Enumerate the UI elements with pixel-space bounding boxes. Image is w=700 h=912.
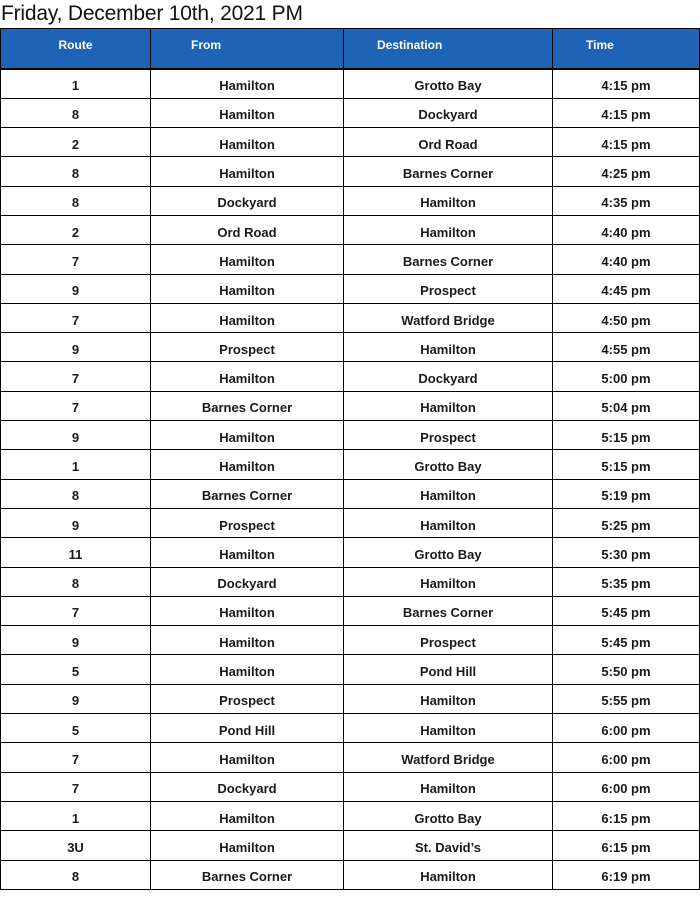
cell-route: 7 xyxy=(1,391,151,420)
cell-time: 6:00 pm xyxy=(553,714,700,743)
cell-destination: Dockyard xyxy=(344,98,553,127)
cell-from: Ord Road xyxy=(151,215,344,244)
table-row xyxy=(1,245,700,274)
cell-time: 6:15 pm xyxy=(553,831,700,860)
cell-route: 3U xyxy=(1,831,151,860)
table-header xyxy=(1,29,700,70)
cell-destination: Grotto Bay xyxy=(344,538,553,567)
cell-from: Hamilton xyxy=(151,538,344,567)
cell-from: Hamilton xyxy=(151,655,344,684)
cell-time: 5:19 pm xyxy=(553,479,700,508)
cell-route: 9 xyxy=(1,626,151,655)
cell-route: 9 xyxy=(1,508,151,537)
cell-from: Hamilton xyxy=(151,626,344,655)
cell-route: 7 xyxy=(1,743,151,772)
cell-from: Hamilton xyxy=(151,128,344,157)
header-row xyxy=(1,29,700,70)
table-row xyxy=(1,128,700,157)
cell-time: 5:15 pm xyxy=(553,421,700,450)
cell-time: 4:40 pm xyxy=(553,245,700,274)
cell-route: 8 xyxy=(1,186,151,215)
cell-destination: Watford Bridge xyxy=(344,743,553,772)
cell-route: 9 xyxy=(1,684,151,713)
table-row xyxy=(1,362,700,391)
table-row xyxy=(1,157,700,186)
cell-from: Hamilton xyxy=(151,743,344,772)
cell-time: 6:00 pm xyxy=(553,772,700,801)
cell-from: Hamilton xyxy=(151,98,344,127)
cell-time: 5:55 pm xyxy=(553,684,700,713)
table-row xyxy=(1,98,700,127)
cell-from: Barnes Corner xyxy=(151,479,344,508)
cell-destination: Barnes Corner xyxy=(344,596,553,625)
table-row xyxy=(1,450,700,479)
cell-from: Hamilton xyxy=(151,69,344,98)
table-row xyxy=(1,626,700,655)
cell-destination: Barnes Corner xyxy=(344,245,553,274)
table-row xyxy=(1,860,700,889)
table-row xyxy=(1,772,700,801)
cell-destination: Hamilton xyxy=(344,333,553,362)
table-row xyxy=(1,215,700,244)
cell-time: 5:45 pm xyxy=(553,626,700,655)
column-header-route: Route xyxy=(1,29,151,70)
cell-from: Prospect xyxy=(151,508,344,537)
cell-time: 4:15 pm xyxy=(553,128,700,157)
cell-time: 5:04 pm xyxy=(553,391,700,420)
table-row xyxy=(1,801,700,830)
cell-from: Hamilton xyxy=(151,157,344,186)
cell-time: 5:50 pm xyxy=(553,655,700,684)
cell-time: 5:30 pm xyxy=(553,538,700,567)
cell-route: 7 xyxy=(1,303,151,332)
table-row xyxy=(1,303,700,332)
column-header-time: Time xyxy=(553,29,700,70)
cell-route: 8 xyxy=(1,157,151,186)
cell-destination: St. David’s xyxy=(344,831,553,860)
table-row xyxy=(1,596,700,625)
cell-route: 8 xyxy=(1,567,151,596)
cell-from: Pond Hill xyxy=(151,714,344,743)
cell-from: Hamilton xyxy=(151,450,344,479)
cell-destination: Hamilton xyxy=(344,860,553,889)
table-row xyxy=(1,684,700,713)
cell-destination: Grotto Bay xyxy=(344,801,553,830)
cell-from: Barnes Corner xyxy=(151,860,344,889)
cell-time: 4:45 pm xyxy=(553,274,700,303)
cell-destination: Hamilton xyxy=(344,684,553,713)
cell-route: 8 xyxy=(1,98,151,127)
page-title: Friday, December 10th, 2021 PM xyxy=(1,2,303,25)
table-row xyxy=(1,743,700,772)
cell-time: 4:25 pm xyxy=(553,157,700,186)
cell-destination: Prospect xyxy=(344,274,553,303)
table-row xyxy=(1,655,700,684)
cell-route: 11 xyxy=(1,538,151,567)
table-body xyxy=(1,69,700,889)
cell-from: Hamilton xyxy=(151,245,344,274)
cell-time: 5:15 pm xyxy=(553,450,700,479)
cell-from: Dockyard xyxy=(151,567,344,596)
table-row xyxy=(1,333,700,362)
cell-time: 5:25 pm xyxy=(553,508,700,537)
table-row xyxy=(1,479,700,508)
cell-time: 5:35 pm xyxy=(553,567,700,596)
cell-route: 7 xyxy=(1,245,151,274)
cell-time: 5:00 pm xyxy=(553,362,700,391)
cell-route: 5 xyxy=(1,655,151,684)
cell-time: 6:00 pm xyxy=(553,743,700,772)
table-row xyxy=(1,508,700,537)
cell-time: 5:45 pm xyxy=(553,596,700,625)
cell-time: 4:15 pm xyxy=(553,69,700,98)
cell-from: Hamilton xyxy=(151,801,344,830)
cell-destination: Barnes Corner xyxy=(344,157,553,186)
cell-destination: Dockyard xyxy=(344,362,553,391)
table-row xyxy=(1,567,700,596)
bus-schedule-table xyxy=(0,28,700,890)
cell-from: Dockyard xyxy=(151,772,344,801)
cell-time: 4:55 pm xyxy=(553,333,700,362)
cell-destination: Hamilton xyxy=(344,772,553,801)
table-row xyxy=(1,274,700,303)
cell-destination: Hamilton xyxy=(344,508,553,537)
cell-destination: Pond Hill xyxy=(344,655,553,684)
cell-destination: Hamilton xyxy=(344,567,553,596)
cell-time: 4:35 pm xyxy=(553,186,700,215)
cell-route: 9 xyxy=(1,274,151,303)
cell-from: Prospect xyxy=(151,684,344,713)
cell-from: Hamilton xyxy=(151,362,344,391)
cell-time: 4:50 pm xyxy=(553,303,700,332)
cell-destination: Prospect xyxy=(344,421,553,450)
cell-route: 8 xyxy=(1,860,151,889)
cell-destination: Hamilton xyxy=(344,714,553,743)
cell-destination: Grotto Bay xyxy=(344,69,553,98)
cell-route: 1 xyxy=(1,69,151,98)
cell-destination: Hamilton xyxy=(344,391,553,420)
cell-from: Prospect xyxy=(151,333,344,362)
cell-from: Hamilton xyxy=(151,303,344,332)
cell-destination: Watford Bridge xyxy=(344,303,553,332)
cell-route: 7 xyxy=(1,596,151,625)
cell-route: 7 xyxy=(1,772,151,801)
cell-route: 9 xyxy=(1,333,151,362)
cell-destination: Prospect xyxy=(344,626,553,655)
table-row xyxy=(1,69,700,98)
column-header-destination: Destination xyxy=(344,29,553,70)
cell-route: 9 xyxy=(1,421,151,450)
column-header-from: From xyxy=(151,29,344,70)
cell-route: 8 xyxy=(1,479,151,508)
cell-destination: Hamilton xyxy=(344,479,553,508)
cell-from: Hamilton xyxy=(151,831,344,860)
cell-time: 6:15 pm xyxy=(553,801,700,830)
cell-route: 5 xyxy=(1,714,151,743)
cell-destination: Hamilton xyxy=(344,215,553,244)
cell-from: Hamilton xyxy=(151,274,344,303)
cell-from: Dockyard xyxy=(151,186,344,215)
cell-time: 6:19 pm xyxy=(553,860,700,889)
cell-from: Hamilton xyxy=(151,596,344,625)
table-row xyxy=(1,421,700,450)
cell-time: 4:15 pm xyxy=(553,98,700,127)
table-row xyxy=(1,538,700,567)
table-row xyxy=(1,831,700,860)
cell-route: 1 xyxy=(1,450,151,479)
cell-route: 2 xyxy=(1,128,151,157)
cell-destination: Ord Road xyxy=(344,128,553,157)
cell-route: 2 xyxy=(1,215,151,244)
table-row xyxy=(1,186,700,215)
table-row xyxy=(1,391,700,420)
cell-from: Barnes Corner xyxy=(151,391,344,420)
cell-route: 7 xyxy=(1,362,151,391)
table-row xyxy=(1,714,700,743)
cell-destination: Hamilton xyxy=(344,186,553,215)
cell-route: 1 xyxy=(1,801,151,830)
cell-time: 4:40 pm xyxy=(553,215,700,244)
cell-destination: Grotto Bay xyxy=(344,450,553,479)
cell-from: Hamilton xyxy=(151,421,344,450)
